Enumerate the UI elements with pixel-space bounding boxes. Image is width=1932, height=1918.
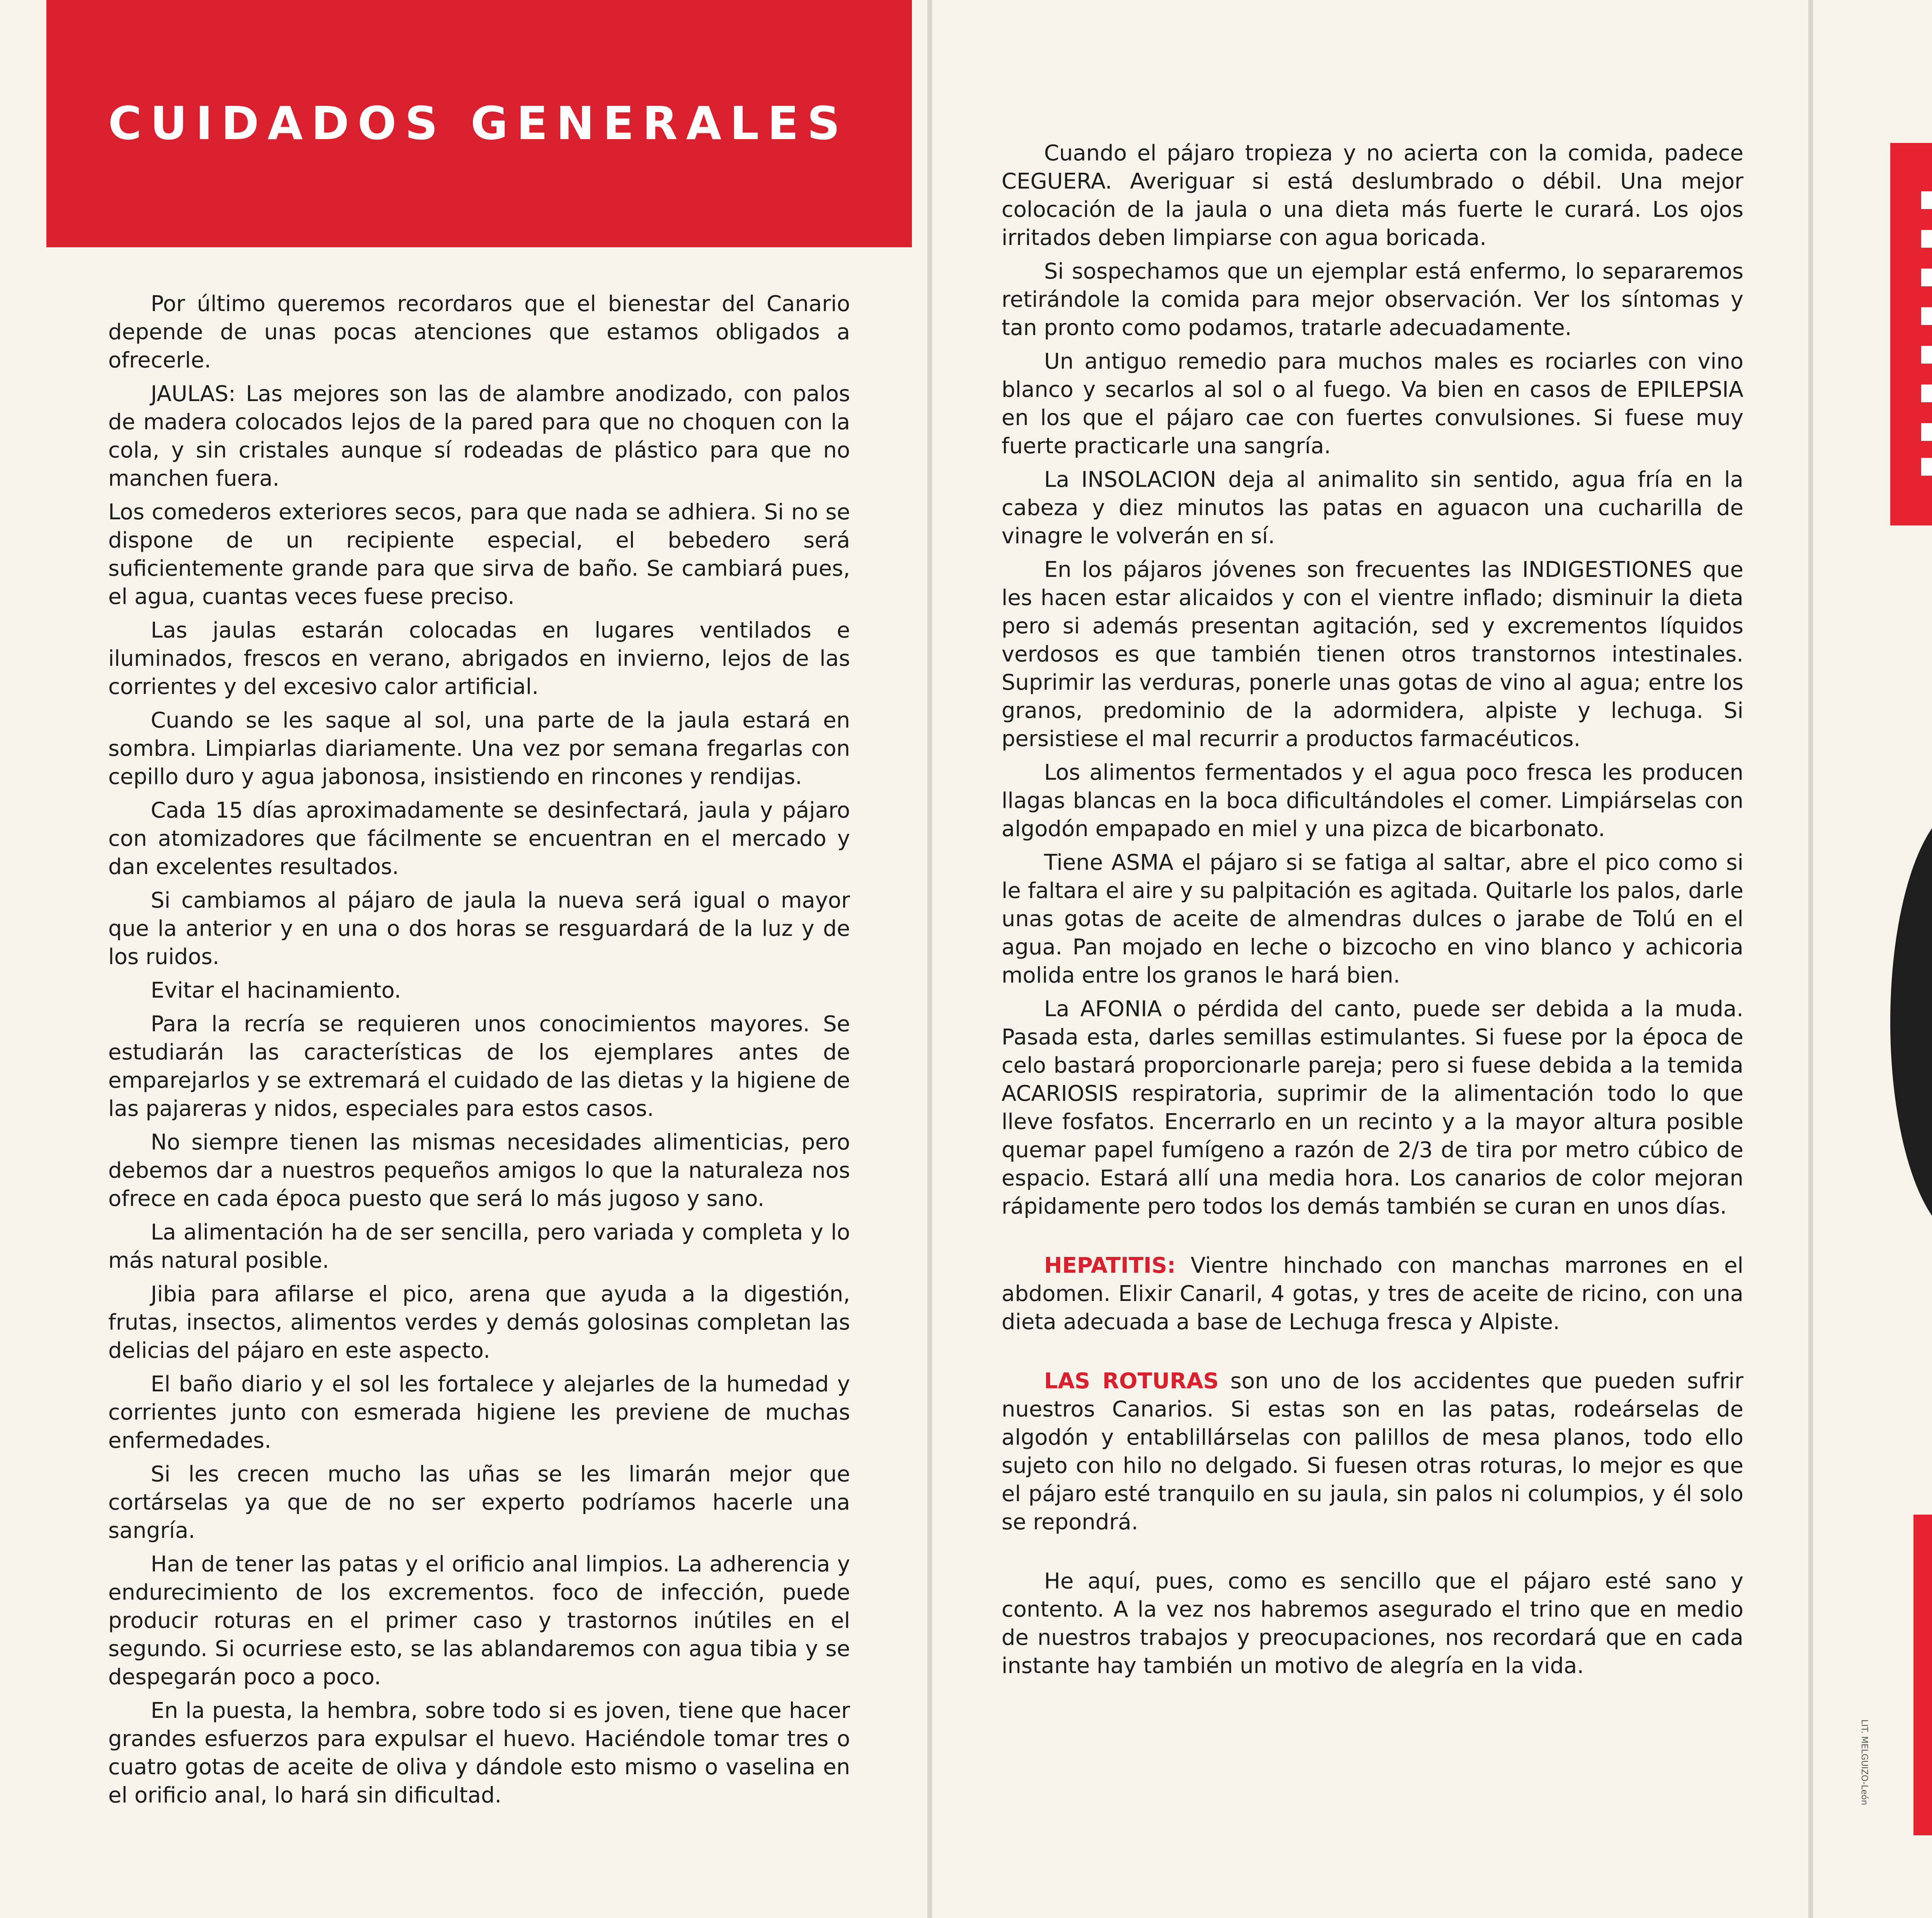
paragraph: Las jaulas estarán colocadas en lugares ventilados e iluminados, frescos en verano, abrigados en invierno, lejos de las corrientes y del excesivo calor artificial. (108, 618, 850, 699)
page-title: CUIDADOS GENERALES (108, 97, 849, 150)
roturas-paragraph (1002, 1367, 1743, 1536)
fold-line (1808, 0, 1813, 1918)
paragraph: La AFONIA o pérdida del canto, puede ser debida a la muda. Pasada esta, darles semillas estimulantes. Si fuese por la época de celo bastará proporcionarle pareja; pero si fuese debida a la temida ACARIOSIS respiratoria, suprimir de la alimentación todo lo que lleve fosfatos. Encerrarlo en un recinto y a la mayor altura posible quemar papel fumígeno a razón de 2/3 de tira por metro cúbico de espacio. Estará allí una media hora. Los canarios de color mejoran rápidamente pero todos los demás también se curan en unos días. (1002, 996, 1743, 1219)
panel-left (0, 0, 927, 1918)
paragraph: Por último queremos recordaros que el bienestar del Canario depende de unas pocas atenciones que estamos obligados a ofrecerle. (108, 291, 850, 373)
grain-package-image (1890, 143, 1932, 525)
hepatitis-text: Vientre hinchado con manchas marrones en el abdomen. Elixir Canaril, 4 gotas, y tres de aceite de ricino, con una dieta adecuada a base de Lechuga fresca y Alpiste. (1002, 1253, 1743, 1335)
paragraph: Si sospechamos que un ejemplar está enfermo, lo separaremos retirándole la comida para mejor observación. Ver los síntomas y tan pronto como podamos, tratarle adecuadamente. (1002, 259, 1743, 340)
paragraph: Si cambiamos al pájaro de jaula la nueva será igual o mayor que la anterior y en una o dos horas se resguardará de la luz y de los ruidos. (108, 888, 850, 969)
paragraph: Un antiguo remedio para muchos males es rociarles con vino blanco y secarlos al sol o al fuego. Va bien en casos de EPILEPSIA en los que el pájaro cae con fuertes convulsiones. Si fuese muy fuerte practicarle una sangría. (1002, 349, 1743, 459)
paragraph: La alimentación ha de ser sencilla, pero variada y completa y lo más natural posible. (108, 1220, 850, 1273)
paragraph: Si les crecen mucho las uñas se les limarán mejor que cortárselas ya que de no ser experto podríamos hacerle una sangría. (108, 1462, 850, 1543)
paragraph: Han de tener las patas y el orificio anal limpios. La adherencia y endurecimiento de los excrementos. foco de infección, puede producir roturas en el primer caso y trastornos inútiles en el segundo. Si ocurriese esto, se las ablandaremos con agua tibia y se despegarán poco a poco. (108, 1552, 850, 1690)
paragraph: En la puesta, la hembra, sobre todo si es joven, tiene que hacer grandes esfuerzos para expulsar el huevo. Haciéndole tomar tres o cuatro gotas de aceite de oliva y dándole esto mismo o vaselina en el orificio anal, lo hará sin dificultad. (108, 1698, 850, 1808)
text-column-2 (1002, 139, 1743, 1685)
paragraph: El baño diario y el sol les fortalece y alejarles de la humedad y corrientes junto con esmerada higiene les previene de muchas enfermedades. (108, 1372, 850, 1453)
printer-credit: LIT. MELGUIZO-León (1859, 1719, 1869, 1806)
paragraph: Los alimentos fermentados y el agua poco fresca les producen llagas blancas en la boca dificultándoles el comer. Limpiárselas con algodón empapado en miel y una pizca de bicarbonato. (1002, 760, 1743, 842)
paragraph: No siempre tienen las mismas necesidades alimenticias, pero debemos dar a nuestros pequeños amigos lo que la naturaleza nos ofrece en cada época puesto que será lo más jugoso y sano. (108, 1130, 850, 1211)
brand-logo (1890, 804, 1932, 1240)
fold-line (927, 0, 932, 1918)
paragraph: JAULAS: Las mejores son las de alambre anodizado, con palos de madera colocados lejos de la pared para que no choquen con la cola, y sin cristales aunque sí rodeadas de plástico para que no manchen fuera. (108, 381, 850, 491)
text-column-1 (108, 290, 850, 1815)
paragraph: En los pájaros jóvenes son frecuentes las INDIGESTIONES que les hacen estar alicaidos y con el vientre inflado; disminuir la dieta pero si además presentan agitación, sed y excrementos líquidos verdosos es que también tienen otros transtornos intestinales. Suprimir las verduras, ponerle unas gotas de vino al agua; entre los granos, predominio de la adormidera, alpiste y lechuga. Si persistiese el mal recurrir a productos farmacéuticos. (1002, 557, 1743, 752)
paragraph: La INSOLACION deja al animalito sin sentido, agua fría en la cabeza y diez minutos las patas en aguacon una cucharilla de vinagre le volverán en sí. (1002, 467, 1743, 549)
closing-paragraph: He aquí, pues, como es sencillo que el pájaro esté sano y contento. A la vez nos habremos asegurado el trino que en medio de nuestros trabajos y preocupaciones, nos recordará que en cada instante hay también un motivo de alegría en la vida. (1002, 1569, 1743, 1678)
roturas-text: son uno de los accidentes que pueden sufrir nuestros Canarios. Si estas son en las patas, rodeárselas de algodón y entablillárselas con palillos de mesa planos, todo ello sujeto con hilo no delgado. Si fuesen otras roturas, lo mejor es que el pájaro esté tranquilo en su jaula, sin palos ni columpios, y él solo se repondrá. (1002, 1369, 1743, 1535)
title-banner (46, 0, 912, 247)
paragraph: Los comederos exteriores secos, para que nada se adhiera. Si no se dispone de un recipiente especial, el bebedero será suficientemente grande para que sirva de baño. Se cambiará pues, el agua, cuantas veces fuese preciso. (108, 500, 850, 609)
mixtura-package-image (1913, 1515, 1932, 1835)
paragraph: Jibia para afilarse el pico, arena que ayuda a la digestión, frutas, insectos, alimentos verdes y demás golosinas completan las delicias del pájaro en este aspecto. (108, 1282, 850, 1363)
paragraph: Para la recría se requieren unos conocimientos mayores. Se estudiarán las características de los ejemplares antes de emparejarlos y se extremará el cuidado de las dietas y la higiene de las pajareras y nidos, especiales para estos casos. (108, 1012, 850, 1121)
paragraph: Evitar el hacinamiento. (151, 978, 401, 1003)
paragraph: Cuando se les saque al sol, una parte de la jaula estará en sombra. Limpiarlas diariamente. Una vez por semana fregarlas con cepillo duro y agua jabonosa, insistiendo en rincones y rendijas. (108, 708, 850, 789)
paragraph: Cada 15 días aproximadamente se desinfectará, jaula y pájaro con atomizadores que fácilmente se encuentran en el mercado y dan excelentes resultados. (108, 798, 850, 879)
panel-right (1813, 0, 1932, 1918)
hepatitis-paragraph (1002, 1251, 1743, 1336)
hepatitis-label: HEPATITIS: (1044, 1253, 1176, 1278)
paragraph: Cuando el pájaro tropieza y no acierta con la comida, padece CEGUERA. Averiguar si está deslumbrado o débil. Una mejor colocación de la jaula o una dieta más fuerte le curará. Los ojos irritados deben limpiarse con agua boricada. (1002, 141, 1743, 250)
panel-middle (932, 0, 1808, 1918)
roturas-label: LAS ROTURAS (1044, 1369, 1219, 1394)
paragraph: Tiene ASMA el pájaro si se fatiga al saltar, abre el pico como si le faltara el aire y su palpitación es agitada. Quitarle los palos, darle unas gotas de aceite de almendras dulces o jarabe de Tolú en el agua. Pan mojado en leche o bizcocho en vino blanco y achicoria molida entre los granos le hará bien. (1002, 850, 1743, 988)
